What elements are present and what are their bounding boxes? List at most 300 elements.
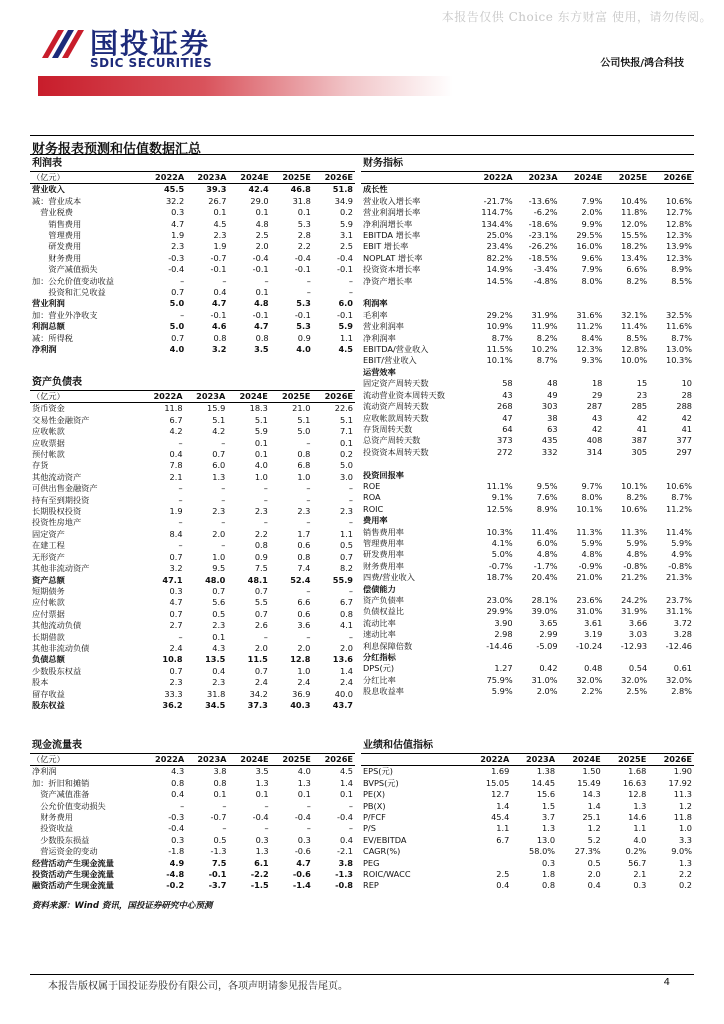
cell-value: 13.6 xyxy=(332,654,353,665)
table-row xyxy=(30,344,355,355)
cell-value: 39.3 xyxy=(206,184,227,195)
cell-value: 2.0% xyxy=(581,207,603,218)
watermark: 本报告仅供 Choice 东方财富 使用，请勿传阅。 xyxy=(441,10,712,24)
cell-value: 2.4 xyxy=(254,677,268,688)
cell-value: 12.3% xyxy=(665,230,692,241)
cell-value: 39.0% xyxy=(531,606,558,617)
cell-value: – xyxy=(221,494,226,505)
cell-value: 3.61 xyxy=(584,617,603,628)
cell-value: 4.7 xyxy=(211,298,227,309)
table-row xyxy=(30,778,355,789)
table-row xyxy=(30,609,355,620)
cell-value: – xyxy=(306,494,311,505)
row-label: 持有至到期投资 xyxy=(32,494,90,505)
year-header: 2026E xyxy=(313,754,355,766)
cell-value: 5.5 xyxy=(254,597,268,608)
cell-value: 82.2% xyxy=(486,252,513,263)
cell-value: -0.4 xyxy=(252,812,269,823)
table-header-row xyxy=(30,391,355,403)
table-row xyxy=(30,438,355,449)
cell-value: 2.8 xyxy=(297,230,311,241)
year-header: 2022A xyxy=(466,754,512,766)
cell-value: 14.3 xyxy=(582,789,601,800)
row-label: NOPLAT 增长率 xyxy=(363,252,423,263)
table-row xyxy=(361,572,694,583)
cell-value: 0.4 xyxy=(169,449,183,460)
cell-value: 297 xyxy=(676,446,692,457)
cell-value: 25.1 xyxy=(582,812,601,823)
cell-value: 268 xyxy=(496,401,513,412)
row-label: 营业利润 xyxy=(32,298,65,309)
cell-value: 3.1 xyxy=(339,230,353,241)
cell-value: -0.8 xyxy=(335,880,353,891)
table-row xyxy=(361,298,694,309)
row-label: 偿债能力 xyxy=(363,583,396,594)
year-header: 2023A xyxy=(185,391,228,403)
cell-value xyxy=(560,367,605,378)
cell-value: 9.5% xyxy=(536,480,558,491)
table-row xyxy=(30,333,355,344)
cell-value: 377 xyxy=(676,435,692,446)
cell-value: 15.49 xyxy=(577,777,601,788)
cell-value: – xyxy=(178,494,183,505)
row-label: EPS(元) xyxy=(363,766,393,777)
cell-value: 2.3 xyxy=(213,230,227,241)
cell-value: 5.3 xyxy=(296,321,311,332)
table-row xyxy=(361,481,694,492)
cell-value: -0.3 xyxy=(168,252,185,263)
cell-value: 29.0 xyxy=(250,195,269,206)
cell-value: 5.1 xyxy=(254,414,268,425)
cell-value: 32.0% xyxy=(621,674,648,685)
cell-value xyxy=(649,287,694,298)
row-label: 流动比率 xyxy=(363,617,396,628)
cell-value: 2.99 xyxy=(539,629,558,640)
row-label: 股息收益率 xyxy=(363,686,404,697)
cell-value: -1.8 xyxy=(168,846,185,857)
footer-disclaimer: 本报告版权属于国投证券股份有限公司，各项声明请参见报告尾页。 xyxy=(48,981,348,992)
cell-value xyxy=(604,184,649,196)
cell-value: 0.1 xyxy=(255,287,269,298)
table-row xyxy=(30,880,355,891)
cell-value xyxy=(560,458,605,469)
year-header: 2022A xyxy=(469,172,514,184)
cell-value: 0.8 xyxy=(339,608,353,619)
section-title: 财务指标 xyxy=(361,157,694,172)
table-row xyxy=(30,835,355,846)
cell-value: 10.6% xyxy=(621,503,648,514)
row-label: 留存收益 xyxy=(32,688,65,699)
row-label: 加：公允价值变动收益 xyxy=(32,275,114,286)
cell-value: 0.8 xyxy=(297,551,311,562)
data-source: 资料来源：Wind 资讯，国投证券研究中心预测 xyxy=(32,901,213,911)
cell-value: 3.65 xyxy=(539,617,558,628)
table-row xyxy=(30,552,355,563)
cell-value xyxy=(515,470,560,481)
year-header: 2025E xyxy=(604,172,649,184)
table-row xyxy=(361,390,694,401)
cell-value: – xyxy=(348,275,353,286)
cell-value: 55.9 xyxy=(332,574,353,585)
row-label: 净利润 xyxy=(32,766,57,777)
cell-value: -18.5% xyxy=(528,252,558,263)
cell-value xyxy=(604,584,649,595)
row-label: 流动资产周转天数 xyxy=(363,401,429,412)
cell-value: 5.0 xyxy=(339,460,353,471)
cell-value: 29.5% xyxy=(576,230,603,241)
table-row xyxy=(361,321,694,332)
cell-value: 12.3% xyxy=(665,252,692,263)
year-header: 2023A xyxy=(515,172,560,184)
cell-value: 31.8 xyxy=(292,195,311,206)
cell-value: 1.3 xyxy=(255,846,269,857)
cell-value: 5.3 xyxy=(297,218,311,229)
cell-value: 10.1% xyxy=(486,355,513,366)
cell-value: 0.1 xyxy=(297,789,311,800)
row-label: 财务费用率 xyxy=(363,560,404,571)
cell-value: 34.2 xyxy=(249,688,268,699)
year-header: 2023A xyxy=(186,754,228,766)
cell-value: 8.5% xyxy=(626,332,648,343)
cell-value: 11.8 xyxy=(673,812,692,823)
cell-value: 0.8 xyxy=(542,880,556,891)
table-unit-header xyxy=(361,754,466,766)
cell-value: 0.3 xyxy=(255,834,269,845)
cell-value xyxy=(469,298,514,309)
cell-value: – xyxy=(178,517,183,528)
row-label: PEG xyxy=(363,857,380,868)
row-label: 毛利率 xyxy=(363,309,388,320)
cell-value: 18 xyxy=(591,378,603,389)
cell-value: 8.5% xyxy=(671,275,692,286)
cell-value: -1.4 xyxy=(292,880,311,891)
row-label: 减：营业成本 xyxy=(32,195,82,206)
year-header: 2025E xyxy=(271,754,313,766)
cell-value: 31.1% xyxy=(665,606,692,617)
cell-value: 12.8 xyxy=(290,654,311,665)
cell-value: 28.1% xyxy=(531,595,558,605)
cell-value: 0.4 xyxy=(212,665,226,676)
cell-value xyxy=(515,287,560,298)
table-row xyxy=(30,472,355,483)
balance-sheet xyxy=(30,376,355,711)
cell-value: 21.3% xyxy=(665,572,692,583)
cell-value: 5.9% xyxy=(626,537,648,548)
cell-value: 0.54 xyxy=(628,663,648,674)
cell-value: -3.4% xyxy=(533,264,558,275)
cell-value xyxy=(469,458,514,469)
cell-value: 32.2 xyxy=(165,195,185,206)
year-header: 2022A xyxy=(142,391,185,403)
cell-value: 1.69 xyxy=(491,766,510,777)
row-label: 其他非流动资产 xyxy=(32,563,90,574)
cell-value: 5.0% xyxy=(491,549,513,560)
cell-value xyxy=(649,584,694,595)
table-row xyxy=(30,801,355,812)
financial-indicators xyxy=(361,157,694,698)
table-row xyxy=(30,196,355,207)
row-label: 负债权益比 xyxy=(363,606,404,617)
row-label: EBIT 增长率 xyxy=(363,241,409,252)
cell-value: 0.8 xyxy=(213,332,227,343)
cell-value xyxy=(649,184,694,196)
cell-value: 27.3% xyxy=(574,846,601,857)
cell-value: – xyxy=(306,275,311,286)
cell-value: 2.0 xyxy=(255,241,269,252)
cell-value: – xyxy=(221,517,226,528)
cell-value: 11.4% xyxy=(531,526,558,537)
cell-value: 4.3 xyxy=(212,642,226,653)
cell-value: 6.7 xyxy=(169,414,183,425)
table-row xyxy=(361,184,694,196)
cell-value: 38 xyxy=(547,412,558,423)
cell-value: 49 xyxy=(547,389,558,400)
row-label: 应收票据 xyxy=(32,437,65,448)
cell-value: 3.2 xyxy=(211,344,227,355)
cell-value: 2.98 xyxy=(494,629,513,640)
cell-value: 1.0 xyxy=(212,551,226,562)
cell-value: 14.45 xyxy=(531,777,556,788)
cell-value: 9.3% xyxy=(581,355,603,366)
cell-value: 15 xyxy=(636,378,648,389)
table-row xyxy=(361,207,694,218)
table-row xyxy=(361,858,694,869)
cell-value: 0.5 xyxy=(213,834,227,845)
cell-value: 303 xyxy=(541,401,558,412)
cell-value: 3.72 xyxy=(673,617,692,628)
row-label: DPS(元) xyxy=(363,663,395,674)
cell-value: 0.1 xyxy=(339,437,353,448)
cell-value: 0.3 xyxy=(171,207,185,218)
row-label: P/FCF xyxy=(363,812,386,823)
cell-value: 305 xyxy=(631,446,648,457)
cell-value: 16.63 xyxy=(622,777,647,788)
cell-value: 3.7 xyxy=(542,812,556,823)
cell-value xyxy=(469,584,514,595)
table-row xyxy=(30,264,355,275)
table-row xyxy=(30,620,355,631)
table-row xyxy=(30,506,355,517)
cell-value xyxy=(560,470,605,481)
table-row xyxy=(30,632,355,643)
cell-value: 10.6% xyxy=(665,480,692,491)
cell-value: 15.6 xyxy=(536,789,556,800)
cell-value xyxy=(560,184,605,196)
cell-value: 0.42 xyxy=(539,663,558,674)
cell-value: 36.2 xyxy=(162,699,183,710)
cell-value: 13.9% xyxy=(665,241,692,252)
cell-value: 2.2 xyxy=(678,869,692,880)
cell-value: 1.5 xyxy=(542,800,556,811)
cell-value: 31.8 xyxy=(207,688,226,699)
cell-value: 5.1 xyxy=(339,414,353,425)
table-row xyxy=(30,812,355,823)
cell-value: 41 xyxy=(681,423,692,434)
cell-value: 4.7 xyxy=(254,321,269,332)
cell-value: 0.6 xyxy=(297,540,311,551)
table-row xyxy=(361,823,694,834)
cell-value: 8.4 xyxy=(169,528,183,539)
table-row xyxy=(361,641,694,652)
row-label: 存货 xyxy=(32,460,49,471)
row-label: 总资产周转天数 xyxy=(363,435,421,446)
cell-value xyxy=(469,367,514,378)
cell-value: 0.2 xyxy=(339,207,353,218)
cell-value: 21.2% xyxy=(621,572,648,583)
table-row xyxy=(30,207,355,218)
row-label: CAGR(%) xyxy=(363,846,401,857)
cell-value: – xyxy=(222,275,227,286)
cell-value: 5.2 xyxy=(587,834,601,845)
cell-value: 1.3 xyxy=(212,471,226,482)
row-label: 固定资产周转天数 xyxy=(363,378,429,389)
cell-value: 1.50 xyxy=(582,766,601,777)
row-label: 财务费用 xyxy=(32,812,73,823)
cell-value: 10.6% xyxy=(665,195,692,206)
cell-value: – xyxy=(306,631,311,642)
cell-value: 114.7% xyxy=(481,207,513,218)
cell-value: 1.0 xyxy=(254,471,268,482)
divider xyxy=(30,974,694,975)
divider xyxy=(30,154,694,155)
table-row xyxy=(361,241,694,252)
table-row xyxy=(361,527,694,538)
cell-value: 1.2 xyxy=(587,823,601,834)
section-title: 现金流量表 xyxy=(30,739,355,754)
cell-value: -0.2 xyxy=(166,880,185,891)
cell-value: 31.0% xyxy=(576,606,603,617)
cell-value: 0.6 xyxy=(297,608,311,619)
cell-value: 11.3 xyxy=(673,789,692,800)
cell-value: 0.8 xyxy=(254,540,268,551)
cell-value: 2.5 xyxy=(496,869,510,880)
cell-value: -0.8% xyxy=(623,560,648,571)
table-row xyxy=(361,766,694,778)
row-label: 交易性金融资产 xyxy=(32,414,90,425)
table-row xyxy=(361,595,694,606)
cell-value: -23.1% xyxy=(528,230,558,241)
cell-value: 11.4% xyxy=(621,321,648,332)
table-row xyxy=(30,495,355,506)
table-row xyxy=(361,869,694,880)
cell-value: 2.3 xyxy=(169,677,183,688)
table-row xyxy=(361,652,694,663)
section-title: 利润表 xyxy=(30,157,355,172)
cell-value: 12.8 xyxy=(628,789,647,800)
cell-value: 3.2 xyxy=(169,563,183,574)
table-row xyxy=(30,666,355,677)
cell-value: 1.27 xyxy=(494,663,513,674)
cell-value: 10.3% xyxy=(486,526,513,537)
table-row xyxy=(30,563,355,574)
cell-value: 58.0% xyxy=(529,846,556,857)
row-label: 应付帐款 xyxy=(32,597,65,608)
row-label: 应付票据 xyxy=(32,608,65,619)
row-label: 营运资金的变动 xyxy=(32,846,98,857)
cell-value: – xyxy=(348,631,353,642)
table-row xyxy=(30,766,355,778)
cell-value: 1.4 xyxy=(496,800,510,811)
cell-value: 0.7 xyxy=(212,449,226,460)
cell-value: -14.46 xyxy=(486,640,513,651)
cell-value: 2.0% xyxy=(536,686,558,697)
cell-value: 18.3 xyxy=(249,403,268,414)
cell-value: 8.2% xyxy=(536,332,558,343)
cell-value: 0.1 xyxy=(213,207,227,218)
cell-value: 28 xyxy=(681,389,692,400)
cell-value xyxy=(515,515,560,526)
cell-value: 5.9% xyxy=(671,537,692,548)
cell-value: 1.9 xyxy=(169,506,183,517)
cell-value: 0.7 xyxy=(212,585,226,596)
cell-value: 4.5 xyxy=(213,218,227,229)
cell-value: 8.7% xyxy=(491,332,513,343)
year-header: 2025E xyxy=(271,172,313,184)
cell-value: 15.5% xyxy=(621,230,648,241)
cell-value: 0.4 xyxy=(213,287,227,298)
cell-value: 43 xyxy=(502,389,513,400)
cell-value: 8.9% xyxy=(536,503,558,514)
table-row xyxy=(361,253,694,264)
cell-value: 1.7 xyxy=(297,528,311,539)
cell-value: – xyxy=(180,275,185,286)
row-label: 短期债务 xyxy=(32,585,65,596)
table-row xyxy=(30,426,355,437)
table-row xyxy=(361,549,694,560)
cell-value: 5.6 xyxy=(212,597,226,608)
row-label: 净利润率 xyxy=(363,332,396,343)
cell-value: 51.8 xyxy=(332,184,353,195)
cell-value: 4.3 xyxy=(171,766,185,777)
table-row xyxy=(30,586,355,597)
cell-value: 0.1 xyxy=(297,207,311,218)
cell-value: 2.3 xyxy=(254,506,268,517)
cell-value: -0.4 xyxy=(294,252,311,263)
cell-value xyxy=(469,287,514,298)
cell-value: 6.1 xyxy=(254,857,269,868)
cell-value: 41 xyxy=(636,423,648,434)
cell-value: 4.0 xyxy=(297,766,311,777)
cell-value: 10.9% xyxy=(486,321,513,332)
cell-value: 0.7 xyxy=(171,332,185,343)
cell-value: -0.4 xyxy=(168,823,185,834)
table-row xyxy=(30,483,355,494)
cell-value: 29 xyxy=(591,389,603,400)
cell-value: -0.7% xyxy=(488,560,513,571)
cell-value: 8.2% xyxy=(626,492,648,503)
cell-value: 31.0% xyxy=(531,674,558,685)
cell-value: 45.4 xyxy=(491,812,510,823)
cell-value: 11.6% xyxy=(665,321,692,332)
row-label: 管理费用 xyxy=(32,230,82,241)
row-label: 分红指标 xyxy=(363,652,396,663)
cell-value: 7.5 xyxy=(254,563,268,574)
row-label xyxy=(361,287,469,298)
row-label: 净利润增长率 xyxy=(363,218,413,229)
cell-value: 3.8 xyxy=(213,766,227,777)
cell-value: 9.6% xyxy=(581,252,603,263)
cell-value: 25.0% xyxy=(486,230,513,241)
cell-value: -1.3 xyxy=(335,869,353,880)
table-row xyxy=(361,219,694,230)
cell-value: 2.0 xyxy=(587,869,601,880)
row-label: ROE xyxy=(363,480,381,491)
cell-value: 0.5 xyxy=(212,608,226,619)
row-label: 股本 xyxy=(32,677,49,688)
cell-value: 23.4% xyxy=(486,241,513,252)
cell-value: 32.1% xyxy=(621,309,648,320)
cell-value: 1.4 xyxy=(339,777,353,788)
